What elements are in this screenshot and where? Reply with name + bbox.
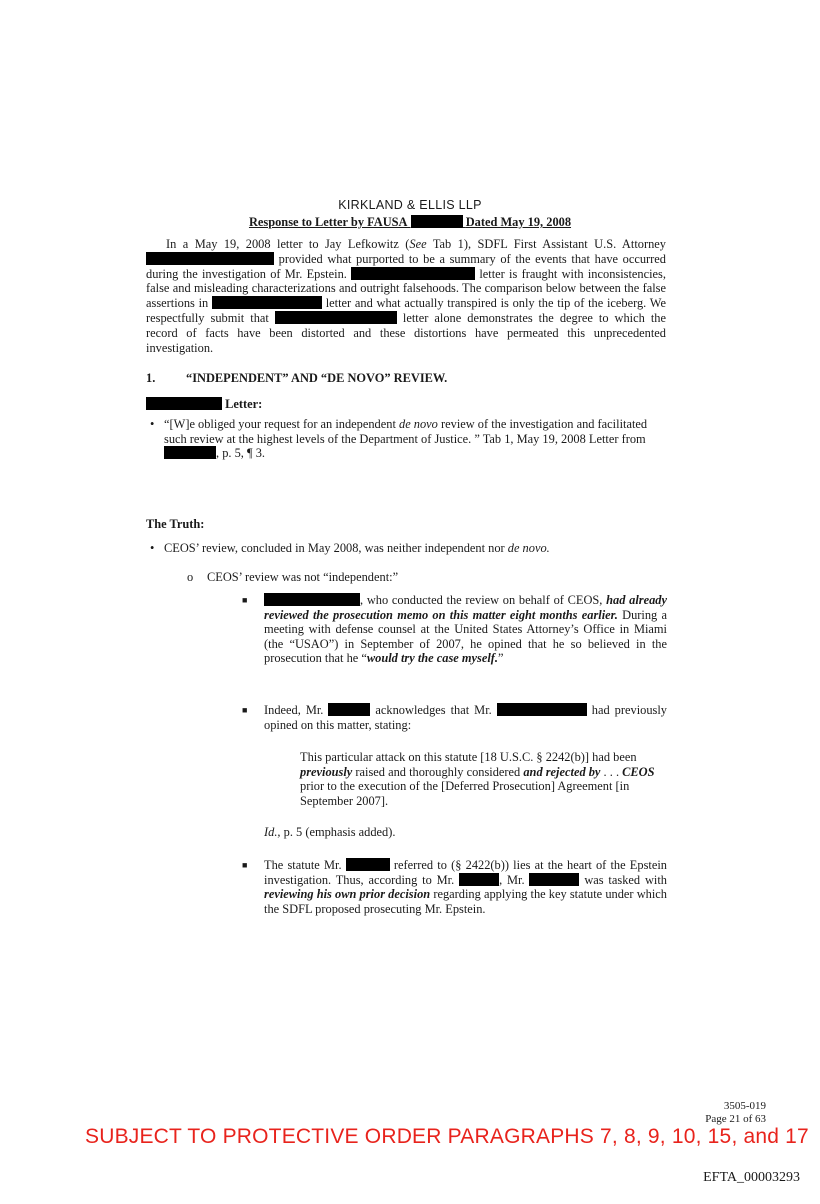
letter-quote-bullet: • “[W]e obliged your request for an independent de novo review of the investigation and facilitated such review at the highest levels of the Department of Justice. ” Tab 1, May 19, 2008 Letter from , p. 5, ¶ 3. [150,417,648,461]
redaction-box [275,311,397,324]
square-bullet-icon: ■ [242,595,248,605]
subtitle-after: Dated May 19, 2008 [465,215,572,229]
truth-label: The Truth: [146,517,205,531]
block-quote: This particular attack on this statute [18 U.S.C. § 2242(b)] had been previously raised and thoroughly considered and rejected by . . . CEOS prior to the execution of the [Deferred Prosecution] Agreement [in September 2007]. [300,750,655,808]
firm-name: KIRKLAND & ELLIS LLP [338,198,482,212]
square-bullet-2: ■ Indeed, Mr. acknowledges that Mr. had previously opined on this matter, stating: [242,703,667,732]
letter-label: Letter: [146,397,262,412]
square-bullet-icon: ■ [242,860,248,870]
redaction-box [411,215,463,228]
truth-bullet: • CEOS’ review, concluded in May 2008, was neither independent nor de novo. [150,541,550,555]
page-footer [660,1100,766,1126]
redaction-box [264,593,360,606]
bates-number: EFTA_00003293 [703,1170,800,1185]
circle-bullet-icon: o [187,570,194,584]
protective-order-stamp: SUBJECT TO PROTECTIVE ORDER PARAGRAPHS 7, 8, 9, 10, 15, and 17 [85,1125,809,1148]
square-bullet-icon: ■ [242,705,248,715]
square-bullet-3: ■ The statute Mr. referred to (§ 2422(b)) lies at the heart of the Epstein investigation. Thus, according to Mr. , Mr. was tasked with reviewing his own prior decision regarding applying the key statute under which the SDFL proposed prosecuting Mr. Epstein. [242,858,667,916]
redaction-box [146,252,274,265]
redaction-box [146,397,222,410]
bullet-icon: • [150,417,155,431]
redaction-box [529,873,579,886]
redaction-box [164,446,216,459]
redaction-box [459,873,499,886]
redaction-box [328,703,370,716]
redaction-box [212,296,322,309]
section-heading: 1. “INDEPENDENT” AND “DE NOVO” REVIEW. [146,371,448,385]
square-bullet-1: ■ , who conducted the review on behalf of CEOS, had already reviewed the prosecution memo on this matter eight months earlier. During a meeting with defense counsel at the United States Attorney’s Office in Miami (the “USAO”) in September of 2007, he opined that he so believed in the prosecution that he “would try the case myself.” [242,593,667,666]
document-subtitle [0,215,820,230]
redaction-box [351,267,475,280]
intro-paragraph: In a May 19, 2008 letter to Jay Lefkowitz (See Tab 1), SDFL First Assistant U.S. Attorney provided what purported to be a summary of the events that have occurred during the investigation of Mr. Epstein. letter is fraught with inconsistencies, false and misleading characterizations and outright falsehoods. The comparison below between the false assertions in letter and what actually transpired is only the tip of the iceberg. We respectfully submit that letter alone demonstrates the degree to which the record of facts have been distorted and these distortions have permeated this unprecedented investigation. [146,237,666,355]
sub-bullet: o CEOS’ review was not “independent:” [187,570,399,584]
doc-id: 3505-019 [723,1100,766,1112]
redaction-box [497,703,587,716]
bullet-icon: • [150,541,155,555]
citation-line: Id., p. 5 (emphasis added). [264,825,396,839]
page-number: Page 21 of 63 [705,1113,766,1125]
subtitle-before: Response to Letter by FAUSA [248,215,408,229]
redaction-box [346,858,390,871]
